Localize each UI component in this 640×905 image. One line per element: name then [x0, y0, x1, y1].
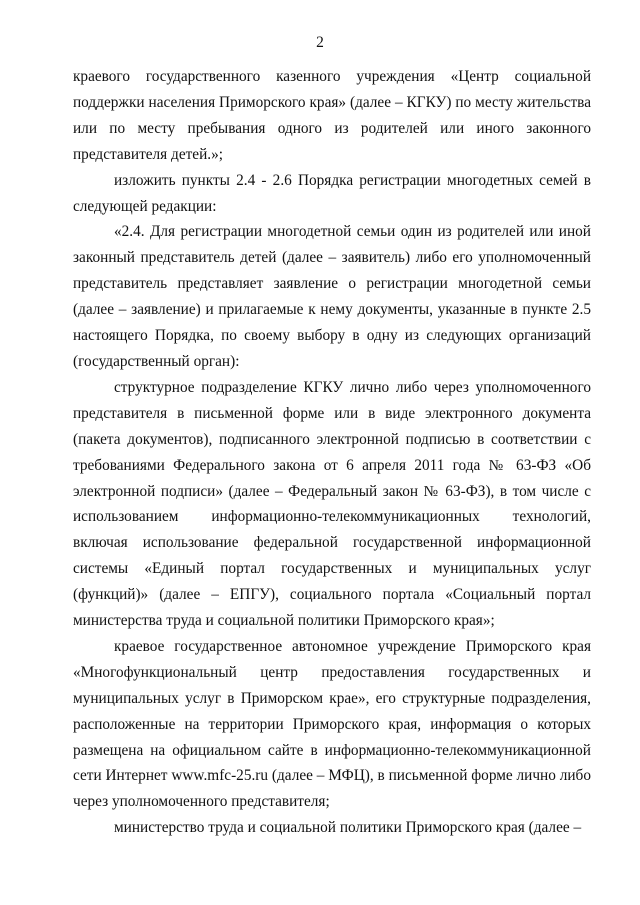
paragraph-clause-2-4: «2.4. Для регистрации многодетной семьи один из родителей или иной законный представитель детей (далее – заявитель) либо его уполномоченный представитель представляет заявление о регистрации многодетной семьи (далее – заявление) и прилагаемые к нему документы, указанные в пункте 2.5 настоящего Порядка, по своему выбору в одну из следующих организаций (государственный орган):	[73, 223, 591, 370]
paragraph-ministry-option: министерство труда и социальной политики Приморского края (далее –	[114, 819, 582, 837]
document-body	[73, 64, 591, 841]
paragraph-kgku-option: структурное подразделение КГКУ лично либо через уполномоченного представителя в письменной форме или в виде электронного документа (пакета документов), подписанного электронной подписью в соответствии с требованиями Федерального закона от 6 апреля 2011 года № 63-ФЗ «Об электронной подписи» (далее – Федеральный закон № 63-ФЗ), в том числе с использованием информационно-телекоммуникационных технологий, включая использование федеральной государственной информационной системы «Единый портал государственных и муниципальных услуг (функций)» (далее – ЕПГУ), социального портала «Социальный портал министерства труда и социальной политики Приморского края»;	[73, 378, 591, 630]
paragraph-continuation: краевого государственного казенного учреждения «Центр социальной поддержки населения Приморского края» (далее – КГКУ) по месту жительства или по месту пребывания одного из родителей или иного законного представителя детей.»;	[73, 68, 591, 163]
paragraph-mfc-option: краевое государственное автономное учреждение Приморского края «Многофункциональный центр предоставления государственных и муниципальных услуг в Приморском крае», его структурные подразделения, расположенные на территории Приморского края, информация о которых размещена на официальном сайте в информационно-телекоммуникационной сети Интернет www.mfc-25.ru (далее – МФЦ), в письменной форме лично либо через уполномоченного представителя;	[73, 637, 591, 811]
page-number: 2	[316, 34, 324, 51]
paragraph-amendment-instruction: изложить пункты 2.4 - 2.6 Порядка регистрации многодетных семей в следующей редакции:	[73, 171, 591, 215]
